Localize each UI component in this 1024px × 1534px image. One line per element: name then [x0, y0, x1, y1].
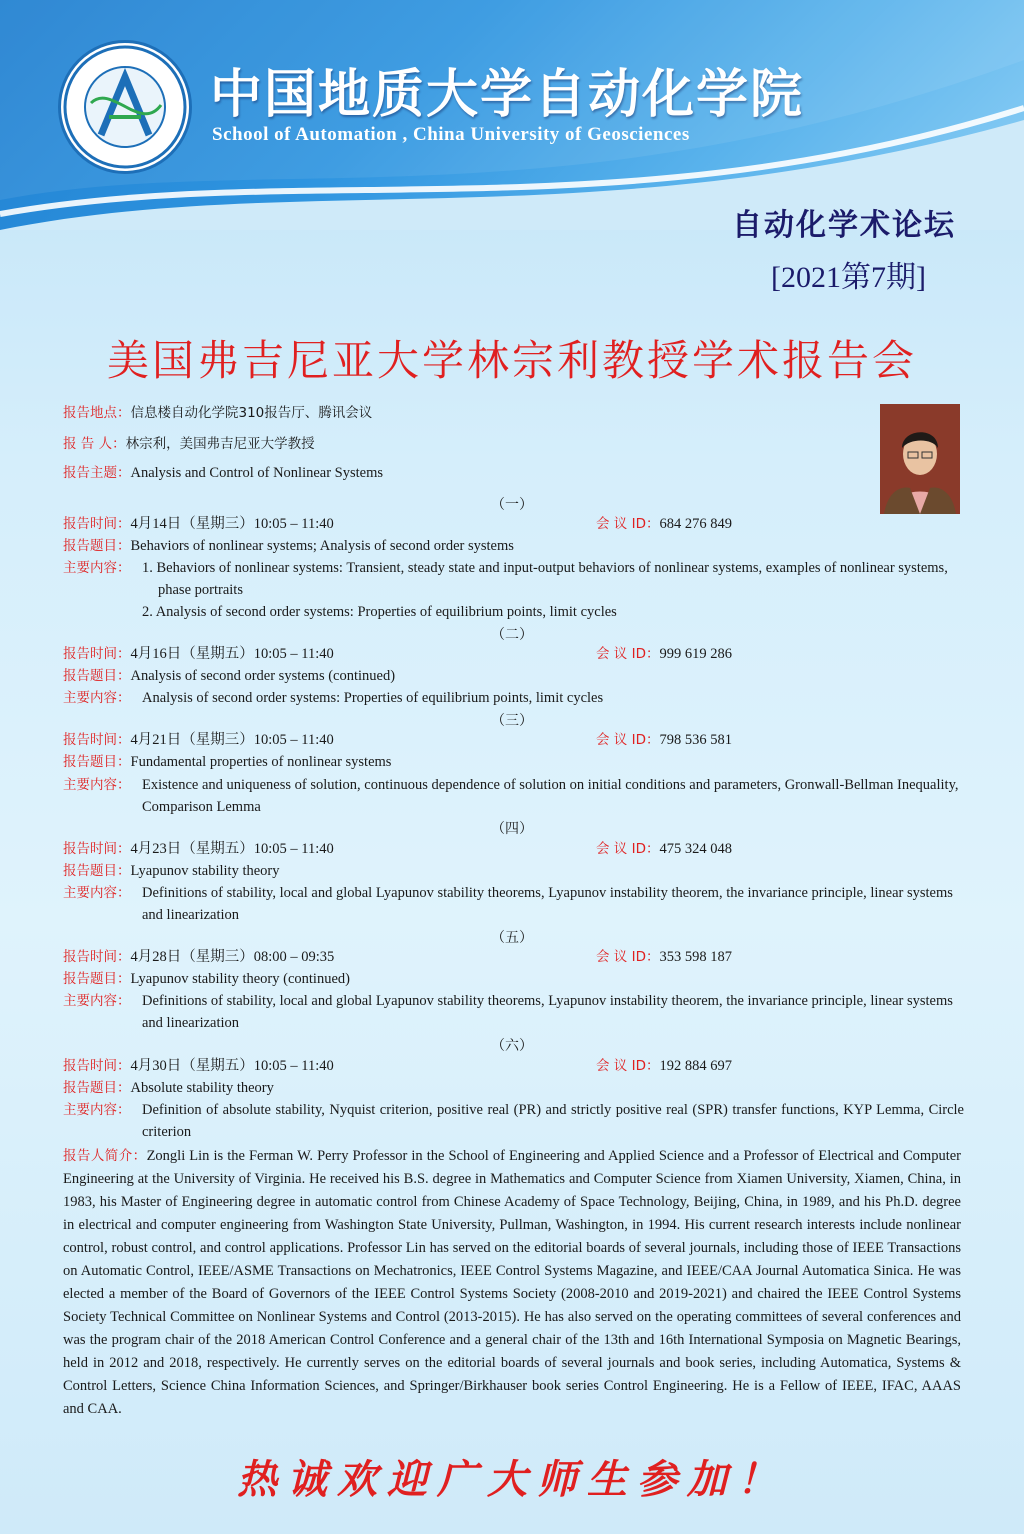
session-time: 4月16日（星期五）10:05 – 11:40	[130, 646, 334, 662]
session-time-row	[63, 1055, 334, 1077]
session-content-label-row	[63, 990, 131, 1012]
session-number: （四）	[491, 822, 533, 837]
school-name-chinese: 中国地质大学自动化学院	[210, 65, 805, 125]
session-title-row	[63, 751, 391, 773]
bio-text: Zongli Lin is the Ferman W. Perry Professor in the School of Engineering and Applied Science and a Professor of Electrical and Computer Engineering at the University of Virginia. He received his B.S. degree in Mathematics and Computer Science from Xiamen University, Xiamen, China, in 1983, his Master of Engineering degree in automatic control from Chinese Academy of Space Technology, Beijing, China, in 1989, and his Ph.D. degree in electrical and computer engineering from Washington State University, Pullman, Washington, in 1994. His current research interests include nonlinear control, robust control, and control applications. Professor Lin has served on the editorial boards of several journals, including those of IEEE Transactions on Automatic Control, IEEE/ASME Transactions on Mechatronics, IEEE Control Systems Magazine, and IEEE/CAA Journal Automatica Sinica. He was elected a member of the Board of Governors of the IEEE Control Systems Society (2008-2010 and 2019-2021) and chaired the IEEE Control Systems Society Technical Committee on Nonlinear Systems and Control (2013-2015). He has also served on the operating committees of several conferences and was the program chair of the 2018 American Control Conference and a general chair of the 13th and 16th International Symposia on Magnetic Bearings, held in 2012 and 2018, respectively. He currently serves on the editorial boards of several journals and book series, including Automatica, Systems & Control Letters, Science China Information Sciences, and Springer/Birkhauser book series Control Engineering. He is a Fellow of IEEE, IFAC, AAAS and CAA.	[63, 1148, 961, 1417]
session-number: （一）	[491, 498, 533, 513]
meeting-id: 353 598 187	[659, 949, 732, 965]
session-number: （六）	[491, 1039, 533, 1054]
meeting-id: 475 324 048	[659, 841, 732, 857]
session-time-row	[63, 946, 334, 968]
session-content: Definitions of stability, local and global Lyapunov stability theorems, Lyapunov instability theorem, the invariance principle, linear systems and linearization	[142, 885, 953, 923]
session-time: 4月14日（星期三）10:05 – 11:40	[130, 516, 334, 532]
session-time-row	[63, 729, 334, 751]
meeting-id-row	[596, 838, 732, 860]
bio-label: 报告人简介：	[63, 1148, 147, 1164]
session-content: Definition of absolute stability, Nyquist criterion, positive real (PR) and strictly positive real (SPR) transfer functions, KYP Lemma, Circle criterion	[142, 1102, 964, 1140]
session-time: 4月30日（星期五）10:05 – 11:40	[130, 1058, 334, 1074]
meeting-id: 798 536 581	[659, 732, 732, 748]
session-title: Fundamental properties of nonlinear systems	[130, 754, 392, 770]
session-title-row	[63, 665, 395, 687]
school-name-english: School of Automation , China University of Geosciences	[212, 124, 690, 145]
speaker-row	[63, 433, 315, 455]
time-label: 报告时间：	[63, 732, 131, 748]
meeting-id: 999 619 286	[659, 646, 732, 662]
meeting-label: 会 议 ID：	[596, 516, 660, 532]
title-label: 报告题目：	[63, 754, 131, 770]
meeting-id-row	[596, 643, 732, 665]
session-content-label-row	[63, 1099, 131, 1121]
session-time: 4月21日（星期三）10:05 – 11:40	[130, 732, 334, 748]
topic-row	[63, 462, 383, 484]
university-logo	[58, 40, 192, 174]
content-label: 主要内容：	[63, 1102, 131, 1118]
time-label: 报告时间：	[63, 949, 131, 965]
location-row	[63, 402, 372, 424]
session-content: 1. Behaviors of nonlinear systems: Transient, steady state and input-output behaviors of nonlinear systems, examples of nonlinear systems, phase portraits	[142, 560, 948, 598]
time-label: 报告时间：	[63, 646, 131, 662]
forum-issue: [2021第7期]	[771, 261, 926, 294]
title-label: 报告题目：	[63, 538, 131, 554]
logo-emblem-icon	[61, 43, 189, 171]
topic-label: 报告主题：	[63, 465, 131, 481]
meeting-label: 会 议 ID：	[596, 646, 660, 662]
session-title-row	[63, 535, 514, 557]
meeting-label: 会 议 ID：	[596, 841, 660, 857]
session-title: Lyapunov stability theory	[130, 863, 280, 879]
meeting-id: 684 276 849	[659, 516, 732, 532]
meeting-id-row	[596, 1055, 732, 1077]
session-content-label-row	[63, 557, 131, 579]
meeting-id-row	[596, 729, 732, 751]
session-content: Definitions of stability, local and global Lyapunov stability theorems, Lyapunov instability theorem, the invariance principle, linear systems and linearization	[142, 993, 953, 1031]
time-label: 报告时间：	[63, 516, 131, 532]
session-title: Lyapunov stability theory (continued)	[130, 971, 350, 987]
session-content-label-row	[63, 774, 131, 796]
meeting-label: 会 议 ID：	[596, 949, 660, 965]
content-label: 主要内容：	[63, 993, 131, 1009]
session-time-row	[63, 643, 334, 665]
speaker-bio	[63, 1145, 961, 1421]
session-number: （三）	[491, 714, 533, 729]
session-title: Analysis of second order systems (continued)	[130, 668, 396, 684]
event-title: 美国弗吉尼亚大学林宗利教授学术报告会	[106, 336, 917, 385]
session-content-label-row	[63, 687, 131, 709]
meeting-label: 会 议 ID：	[596, 732, 660, 748]
title-label: 报告题目：	[63, 863, 131, 879]
meeting-id-row	[596, 946, 732, 968]
content-label: 主要内容：	[63, 690, 131, 706]
time-label: 报告时间：	[63, 841, 131, 857]
time-label: 报告时间：	[63, 1058, 131, 1074]
session-title-row	[63, 1077, 274, 1099]
meeting-id-row	[596, 513, 732, 535]
session-time: 4月28日（星期三）08:00 – 09:35	[130, 949, 335, 965]
session-title-row	[63, 968, 350, 990]
title-label: 报告题目：	[63, 668, 131, 684]
content-label: 主要内容：	[63, 777, 131, 793]
session-title-row	[63, 860, 280, 882]
speaker-label: 报 告 人：	[63, 436, 126, 452]
session-title: Absolute stability theory	[130, 1080, 274, 1096]
content-label: 主要内容：	[63, 885, 131, 901]
session-content-label-row	[63, 882, 131, 904]
speaker-value: 林宗利，美国弗吉尼亚大学教授	[125, 436, 315, 452]
topic-value: Analysis and Control of Nonlinear Systems	[130, 465, 384, 481]
session-content: Analysis of second order systems: Properties of equilibrium points, limit cycles	[142, 690, 604, 706]
forum-title: 自动化学术论坛	[732, 208, 956, 243]
meeting-id: 192 884 697	[659, 1058, 732, 1074]
session-number: （二）	[491, 628, 533, 643]
title-label: 报告题目：	[63, 1080, 131, 1096]
session-time-row	[63, 838, 334, 860]
session-number: （五）	[491, 931, 533, 946]
session-time-row	[63, 513, 334, 535]
meeting-label: 会 议 ID：	[596, 1058, 660, 1074]
session-content-2: 2. Analysis of second order systems: Properties of equilibrium points, limit cycles	[142, 604, 617, 620]
session-title: Behaviors of nonlinear systems; Analysis of second order systems	[130, 538, 514, 554]
content-label: 主要内容：	[63, 560, 131, 576]
session-time: 4月23日（星期五）10:05 – 11:40	[130, 841, 334, 857]
session-content: Existence and uniqueness of solution, continuous dependence of solution on initial conditions and parameters, Gronwall-Bellman Inequality, Comparison Lemma	[142, 777, 959, 815]
title-label: 报告题目：	[63, 971, 131, 987]
location-value: 信息楼自动化学院310报告厅、腾讯会议	[130, 405, 373, 421]
location-label: 报告地点：	[63, 405, 131, 421]
welcome-slogan: 热诚欢迎广大师生参加！	[237, 1457, 787, 1503]
